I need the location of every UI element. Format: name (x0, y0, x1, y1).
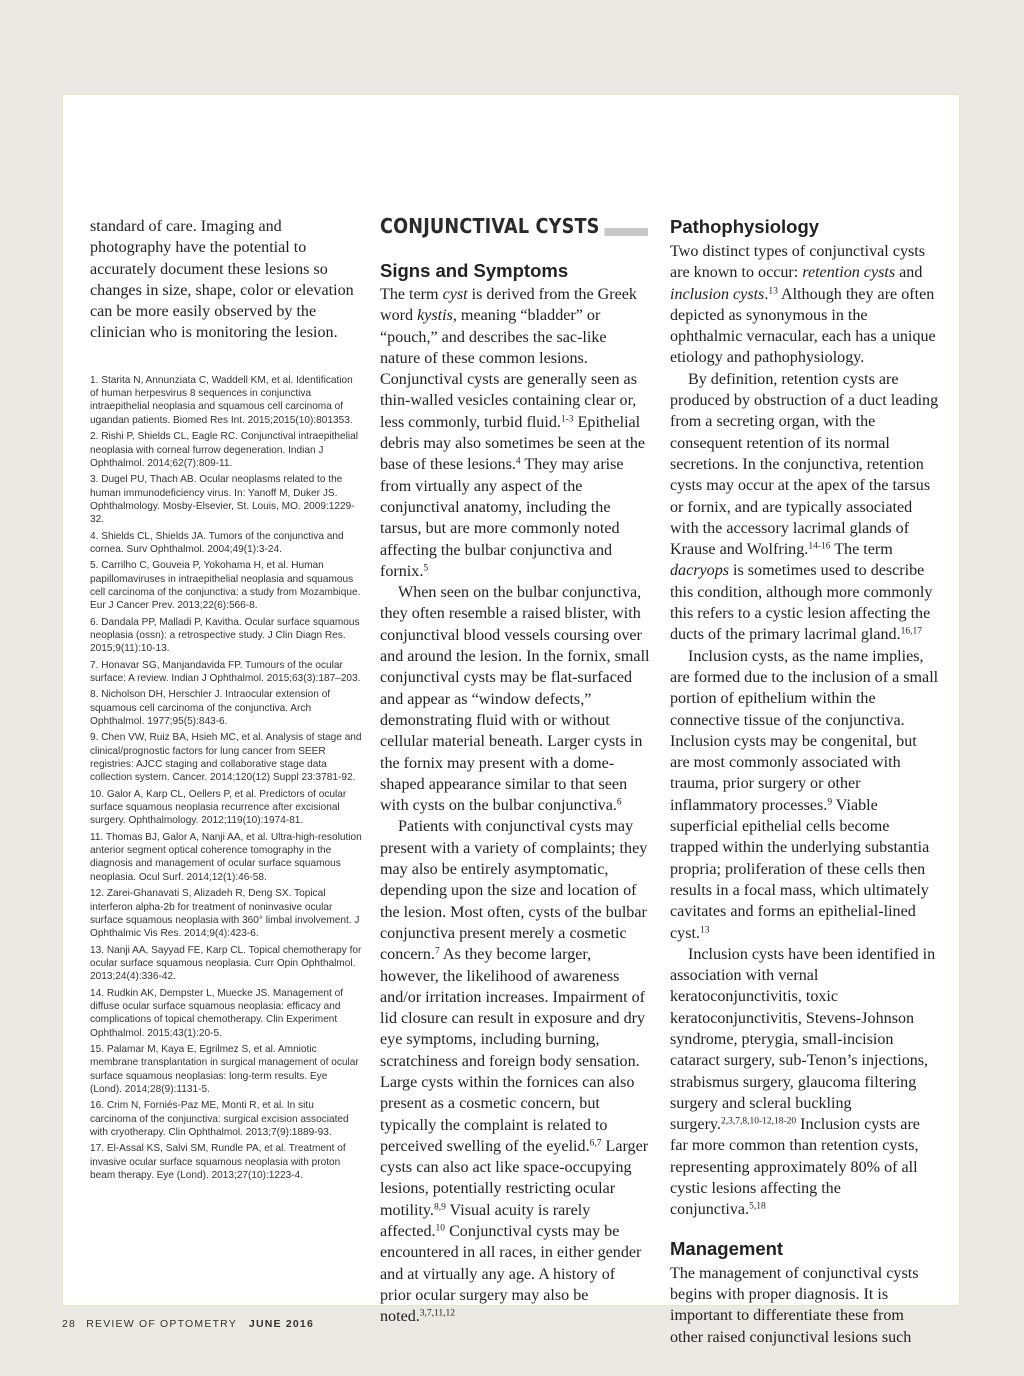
reference-item: 11. Thomas BJ, Galor A, Nanji AA, et al. Ultra-high-resolution anterior segment optical coherence tomography in the diagnosis and management of ocular surface squamous neoplasia. Ocul Surf. 2014;12(1):46-58. (90, 831, 362, 883)
reference-item: 1. Starita N, Annunziata C, Waddell KM, et al. Identification of human herpesvirus 8 sequences in conjunctiva intraepithelial neoplasia and squamous cell carcinoma of ugandan patients. Biomed Res Int. 2015;2015(10):801353. (90, 374, 353, 426)
intro-paragraph: standard of care. Imaging and photography have the potential to accurately document these lesions so changes in size, shape, color or elevation can be more easily observed by the clinician who is monitoring the lesion. (90, 218, 354, 342)
reference-item: 8. Nicholson DH, Herschler J. Intraocular extension of squamous cell carcinoma of the conjunctiva. Arch Ophthalmol. 1977;95(5):843-6. (90, 689, 331, 728)
reference-item: 9. Chen VW, Ruiz BA, Hsieh MC, et al. Analysis of stage and clinical/prognostic factors for lung cancer from SEER registries: AJCC staging and collaborative stage data collection system. Cancer. 2014;120(12) Suppl 23:3781-92. (90, 732, 362, 784)
paragraph: Inclusion cysts have been identified in association with vernal keratoconjunctivitis, toxic keratoconjunctivitis, Stevens-Johnson syndrome, pterygia, small-incision cataract surgery, sub-Tenon’s injections, strabismus surgery, glaucoma filtering surgery and scleral buckling surgery.$^{2,3,7,8,10-12,18-20}$ Inclusion cysts are far more common than retention cysts, representing approximately 80% of all cystic lesions affecting the conjunctiva.$^{5,18}$ (670, 945, 936, 1219)
subhead-management: Management (670, 1237, 784, 1259)
paragraph: The management of conjunctival cysts begins with proper diagnosis. It is important to differentiate these from other raised conjunctival lesions such (670, 1264, 919, 1346)
reference-item: 4. Shields CL, Shields JA. Tumors of the conjunctiva and cornea. Surv Ophthalmol. 2004;49(1):3-24. (90, 530, 344, 555)
paragraph: Two distinct types of conjunctival cysts are known to occur: retention cysts and inclusion cysts.$^{13}$ Although they are often depicted as synonymous in the ophthalmic vernacular, each has a unique etiology and pathophysiology. (670, 243, 936, 367)
reference-item: 13. Nanji AA, Sayyad FE, Karp CL. Topical chemotherapy for ocular surface squamous neoplasia. Curr Opin Ophthalmol. 2013;24(4):336-42. (90, 944, 362, 983)
section-title: CONJUNCTIVAL CYSTS (380, 212, 605, 240)
subhead-pathophysiology: Pathophysiology (670, 216, 820, 237)
paragraph: When seen on the bulbar conjunctiva, they often resemble a raised blister, with conjunctival blood vessels coursing over and around the lesion. In the fornix, small conjunctival cysts may be flat-surfaced and appear as “window defects,” demonstrating fluid with or without cellular material beneath. Larger cysts in the fornix may present with a dome-shaped appearance similar to that seen with cysts on the bulbar conjunctiva.$^6$ (380, 584, 650, 815)
issue-date: JUNE 2016 (248, 1318, 315, 1330)
paragraph: By definition, retention cysts are produced by obstruction of a duct leading from a secreting organ, with the consequent retention of its normal secretions. In the conjunctiva, retention cysts may occur at the apex of the tarsus or fornix, and are typically associated with the accessory lacrimal glands of Krause and Wolfring.$^{14-16}$ The term dacryops is sometimes used to describe this condition, although more commonly this refers to a cystic lesion affecting the ducts of the primary lacrimal gland.$^{16,17}$ (670, 370, 939, 644)
reference-item: 17. El-Assal KS, Salvi SM, Rundle PA, et al. Treatment of invasive ocular surface squamous neoplasia with proton beam therapy. Eye (Lond). 2013;27(10):1223-4. (90, 1143, 346, 1182)
subhead-signs-symptoms: Signs and Symptoms (380, 260, 569, 281)
journal-name: REVIEW OF OPTOMETRY (86, 1318, 237, 1330)
reference-item: 5. Carrilho C, Gouveia P, Yokohama H, et al. Human papillomaviruses in intraepithelial neoplasia and squamous cell carcinoma of the conjunctiva: a study from Mozambique. Eur J Cancer Prev. 2013;22(6):566-8. (90, 560, 361, 612)
reference-item: 3. Dugel PU, Thach AB. Ocular neoplasms related to the human immunodeficiency virus. In: Yanoff M, Duker JS. Ophthalmology. Mosby-Elsevier, St. Louis, MO. 2009:1229-32. (90, 474, 355, 526)
page-footer (62, 1318, 314, 1330)
column-middle (380, 212, 650, 1328)
reference-item: 16. Crim N, Forniés-Paz ME, Monti R, et al. In situ carcinoma of the conjunctiva: surgical excision associated with cryotherapy. Clin Ophthalmol. 2013;7(9):1889-93. (90, 1100, 349, 1138)
section-title-block (380, 212, 648, 240)
reference-list (90, 374, 362, 1183)
reference-item: 10. Galor A, Karp CL, Oellers P, et al. Predictors of ocular surface squamous neoplasia recurrence after excisional surgery. Ophthalmology. 2012;119(10):1974-81. (90, 788, 347, 827)
reference-item: 2. Rishi P, Shields CL, Eagle RC. Conjunctival intraepithelial neoplasia with corneal furrow degeneration. Indian J Ophthalmol. 2014;62(7):809-11. (90, 431, 358, 469)
column-right (670, 216, 940, 1348)
paragraph: The term cyst is derived from the Greek word kystis, meaning “bladder” or “pouch,” and describes the sac-like nature of these common lesions. Conjunctival cysts are generally seen as thin-walled vesicles containing clear or, less commonly, turbid fluid.$^{1-3}$ Epithelial debris may also sometimes be seen at the base of these lesions.$^4$ They may arise from virtually any aspect of the conjunctival anatomy, including the tarsus, but are more commonly noted affecting the bulbar conjunctiva and fornix.$^5$ (380, 286, 646, 580)
reference-item: 12. Zarei-Ghanavati S, Alizadeh R, Deng SX. Topical interferon alpha-2b for treatment of noninvasive ocular surface squamous neoplasia with 360° limbal involvement. J Ophthalmic Vis Res. 2014;9(4):423-6. (90, 888, 360, 940)
paragraph: Patients with conjunctival cysts may present with a variety of complaints; they may also be entirely asymptomatic, depending upon the size and location of the lesion. Most often, cysts of the bulbar conjunctiva present merely a cosmetic concern.$^7$ As they become larger, however, the likelihood of awareness and/or irritation increases. Impairment of lid closure can result in exposure and dry eye symptoms, including burning, scratchiness and foreign body sensation. Large cysts within the fornices can also present as a cosmetic concern, but typically the complaint is related to perceived swelling of the eyelid.$^{6,7}$ Larger cysts can also act like space-occupying lesions, potentially restricting ocular motility.$^{8,9}$ Visual acuity is rarely affected.$^{10}$ Conjunctival cysts may be encountered in all races, in either gender and at virtually any age. A history of prior ocular surgery may also be noted.$^{3,7,11,12}$ (380, 818, 649, 1326)
reference-item: 14. Rudkin AK, Dempster L, Muecke JS. Management of diffuse ocular surface squamous neoplasia: efficacy and complications of topical chemotherapy. Clin Experiment Ophthalmol. 2015;43(1):20-5. (90, 987, 344, 1039)
paragraph: Inclusion cysts, as the name implies, are formed due to the inclusion of a small portion of epithelium within the connective tissue of the conjunctiva. Inclusion cysts may be congenital, but are most commonly associated with trauma, prior surgery or other inflammatory processes.$^9$ Viable superficial epithelial cells become trapped within the underlying substantia propria; proliferation of these cells then results in a focal mass, which ultimately cavitates and forms an epithelial-lined cyst.$^{13}$ (670, 647, 939, 942)
reference-item: 7. Honavar SG, Manjandavida FP. Tumours of the ocular surface: A review. Indian J Ophthalmol. 2015;63(3):187–203. (90, 659, 361, 684)
reference-item: 15. Palamar M, Kaya E, Egrilmez S, et al. Amniotic membrane transplantation in surgical management of ocular surface squamous neoplasias: long-term results. Eye (Lond). 2014;28(9):1131-5. (90, 1043, 359, 1095)
reference-item: 6. Dandala PP, Malladi P, Kavitha. Ocular surface squamous neoplasia (ossn): a retrospective study. J Clin Diagn Res. 2015;9(11):10-13. (90, 616, 360, 655)
page-number: 28 (62, 1318, 77, 1330)
column-left (90, 216, 362, 1185)
